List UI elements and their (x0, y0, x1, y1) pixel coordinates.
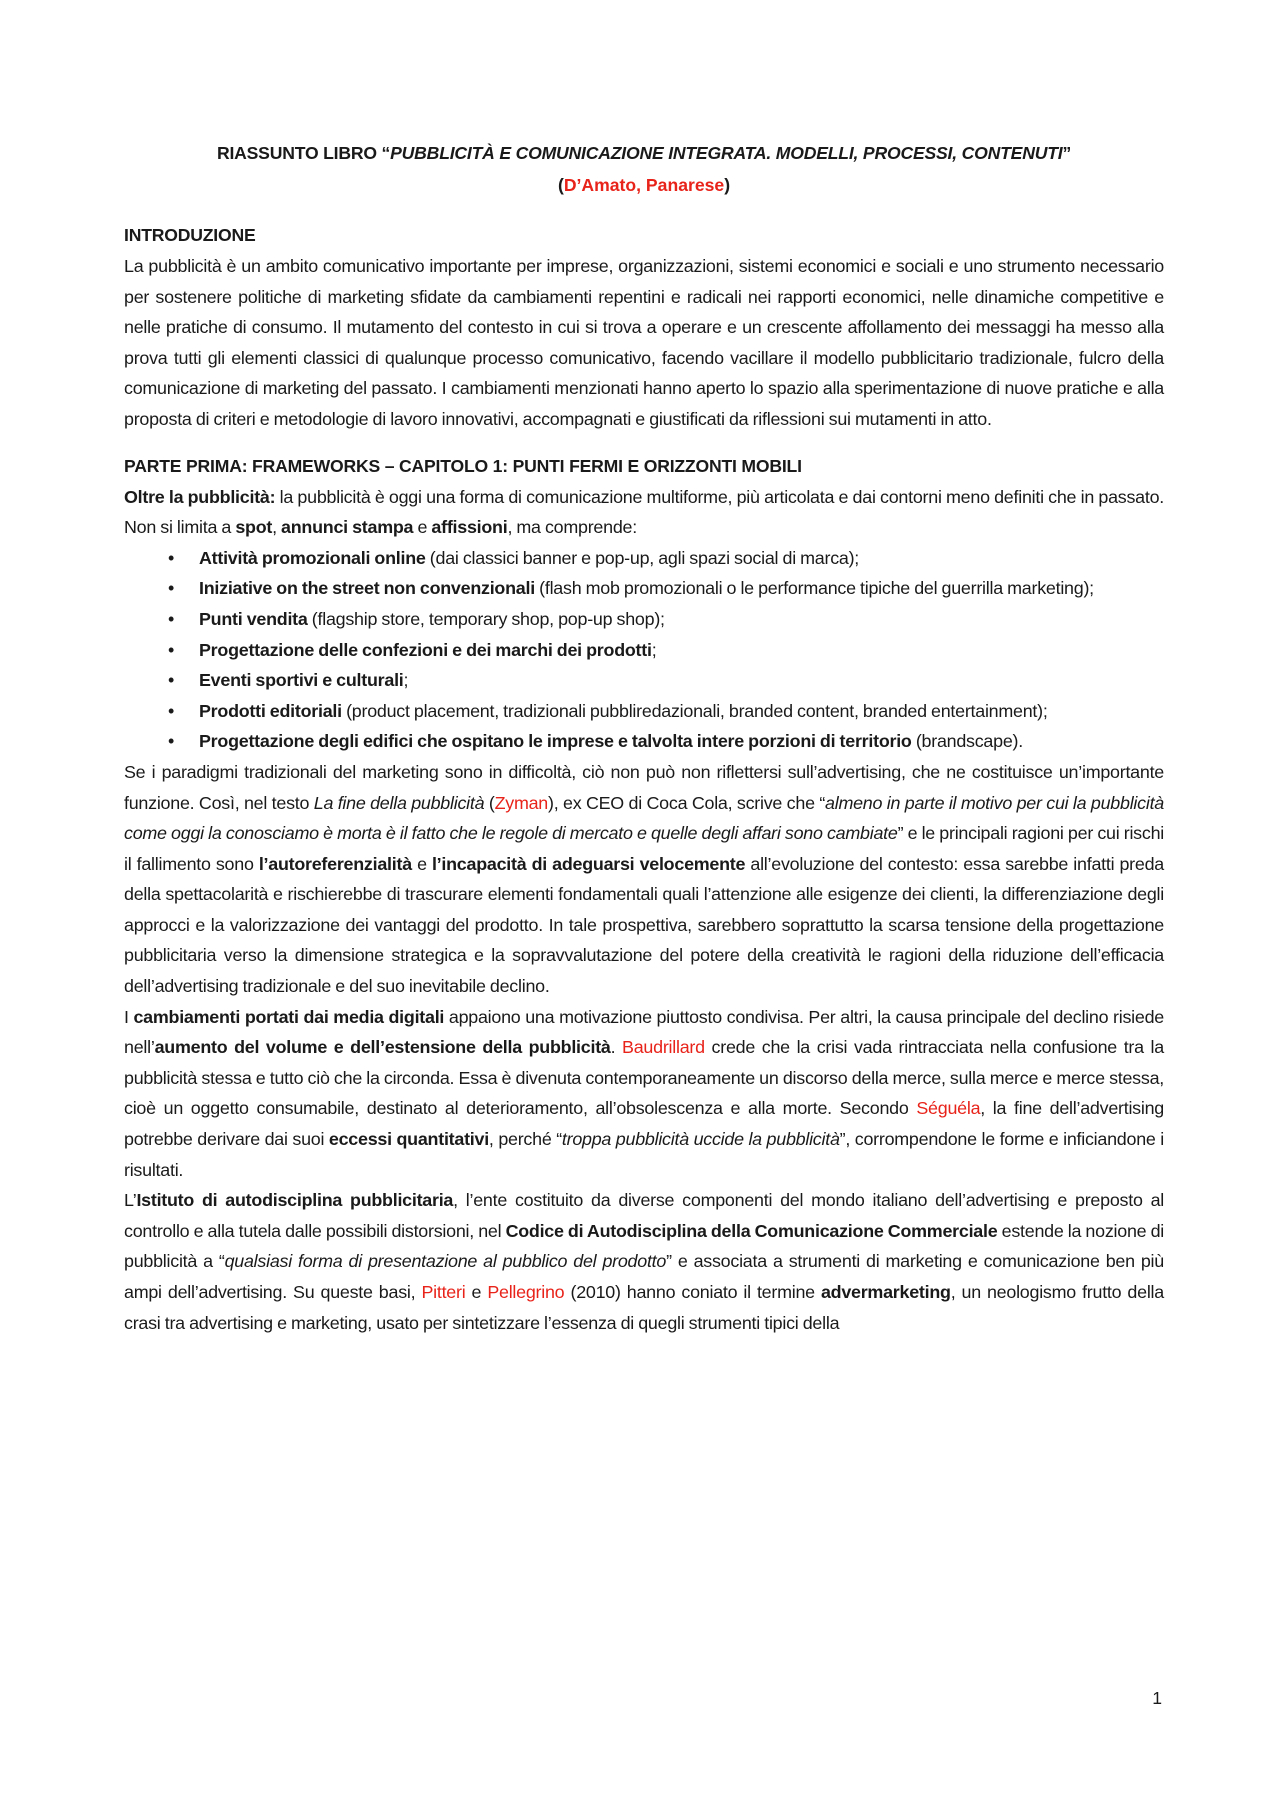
bullet-list (124, 543, 1164, 757)
document-authors: (D’Amato, Panarese) (557, 175, 731, 195)
document-page (124, 138, 1164, 1338)
intro-heading: INTRODUZIONE (124, 225, 256, 245)
list-item: • Attività promozionali online (dai classici banner e pop-up, agli spazi social di marca); (199, 543, 1164, 574)
list-item: • Punti vendita (flagship store, temporary shop, pop-up shop); (199, 604, 1164, 635)
bullet-icon: • (168, 547, 175, 568)
author-seguela: Séguéla (916, 1098, 981, 1119)
paragraph-media-digitali: I cambiamenti portati dai media digitali appaiono una motivazione piuttosto condivisa. Per altri, la causa principale del declino risiede nell’aumento del volume e dell’estensione della pubblicità. Baudrillard crede che la crisi vada rintracciata nella confusione tra la pubblicità stessa e tutto ciò che la circonda. Essa è divenuta contemporaneamente un discorso della merce, sulla merce e merce stessa, cioè un oggetto consumabile, destinato al deterioramento, all’obsolescenza e alla morte. Secondo Séguéla, la fine dell’advertising potrebbe derivare dai suoi eccessi quantitativi, perché “troppa pubblicità uccide la pubblicità”, corrompendone le forme e inficiandone i risultati. (124, 1006, 1165, 1180)
document-title: RIASSUNTO LIBRO “PUBBLICITÀ E COMUNICAZIONE INTEGRATA. MODELLI, PROCESSI, CONTENUTI” (216, 143, 1072, 163)
bullet-icon: • (168, 670, 175, 691)
bullet-icon: • (168, 578, 175, 599)
paragraph-istituto-autodisciplina: L’Istituto di autodisciplina pubblicitaria, l’ente costituito da diverse componenti del mondo italiano dell’advertising e preposto al controllo e alla tutela dalle possibili distorsioni, nel Codice di Autodisciplina della Comunicazione Commerciale estende la nozione di pubblicità a “qualsiasi forma di presentazione al pubblico del prodotto” e associata a strumenti di marketing e comunicazione ben più ampi dell’advertising. Su queste basi, Pitteri e Pellegrino (2010) hanno coniato il termine advermarketing, un neologismo frutto della crasi tra advertising e marketing, usato per sintetizzare l’essenza di quegli strumenti tipici della (124, 1190, 1165, 1333)
paragraph-oltre-la-pubblicita: Oltre la pubblicità: la pubblicità è oggi una forma di comunicazione multiforme, più articolata e dai contorni meno definiti che in passato. Non si limita a spot, annunci stampa e affissioni, ma comprende: (124, 486, 1165, 538)
list-item: • Progettazione degli edifici che ospitano le imprese e talvolta intere porzioni di territorio (brandscape). (199, 726, 1164, 757)
list-item: • Progettazione delle confezioni e dei marchi dei prodotti; (199, 635, 1164, 666)
list-item: • Eventi sportivi e culturali; (199, 665, 1164, 696)
bullet-icon: • (168, 731, 175, 752)
intro-paragraph: La pubblicità è un ambito comunicativo importante per imprese, organizzazioni, sistemi economici e sociali e uno strumento necessario per sostenere politiche di marketing sfidate da cambiamenti repentini e radicali nei rapporti economici, nelle dinamiche competitive e nelle pratiche di consumo. Il mutamento del contesto in cui si trova a operare e un crescente affollamento dei messaggi ha messo alla prova tutti gli elementi classici di qualunque processo comunicativo, facendo vacillare il modello pubblicitario tradizionale, fulcro della comunicazione di marketing del passato. I cambiamenti menzionati hanno aperto lo spazio alla sperimentazione di nuove pratiche e alla proposta di criteri e metodologie di lavoro innovativi, accompagnati e giustificati da riflessioni sui mutamenti in atto. (124, 256, 1164, 429)
list-item: • Iniziative on the street non convenzionali (flash mob promozionali o le performance tipiche del guerrilla marketing); (199, 573, 1164, 604)
page-number: 1 (1152, 1688, 1162, 1708)
authors-name: D’Amato, Panarese (563, 175, 725, 195)
bullet-icon: • (168, 700, 175, 721)
author-baudrillard: Baudrillard (622, 1037, 705, 1058)
bullet-icon: • (168, 639, 175, 660)
list-item: • Prodotti editoriali (product placement, tradizionali pubbliredazionali, branded content, branded entertainment); (199, 696, 1164, 727)
author-zyman: Zyman (494, 792, 549, 813)
paragraph-zyman: Se i paradigmi tradizionali del marketing sono in difficoltà, ciò non può non riflettersi sull’advertising, che ne costituisce un’importante funzione. Così, nel testo La fine della pubblicità (Zyman), ex CEO di Coca Cola, scrive che “almeno in parte il motivo per cui la pubblicità come oggi la conosciamo è morta è il fatto che le regole di mercato e quelle degli affari sono cambiate” e le principali ragioni per cui rischi il fallimento sono l’autoreferenzialità e l’incapacità di adeguarsi velocemente all’evoluzione del contesto: essa sarebbe infatti preda della spettacolarità e rischierebbe di trascurare elementi fondamentali quali l’attenzione alle esigenze dei clienti, la differenziazione degli approcci e la valorizzazione dei vantaggi del prodotto. In tale prospettiva, sarebbero soprattutto la scarsa tensione della progettazione pubblicitaria verso la dimensione strategica e la sopravvalutazione del potere della creatività le ragioni della riduzione dell’efficacia dell’advertising tradizionale e del suo inevitabile declino. (124, 761, 1164, 997)
part1-heading: PARTE PRIMA: FRAMEWORKS – CAPITOLO 1: PUNTI FERMI E ORIZZONTI MOBILI (124, 455, 802, 476)
author-pitteri: Pitteri (421, 1282, 466, 1302)
bullet-icon: • (168, 608, 175, 629)
author-pellegrino: Pellegrino (487, 1282, 565, 1302)
